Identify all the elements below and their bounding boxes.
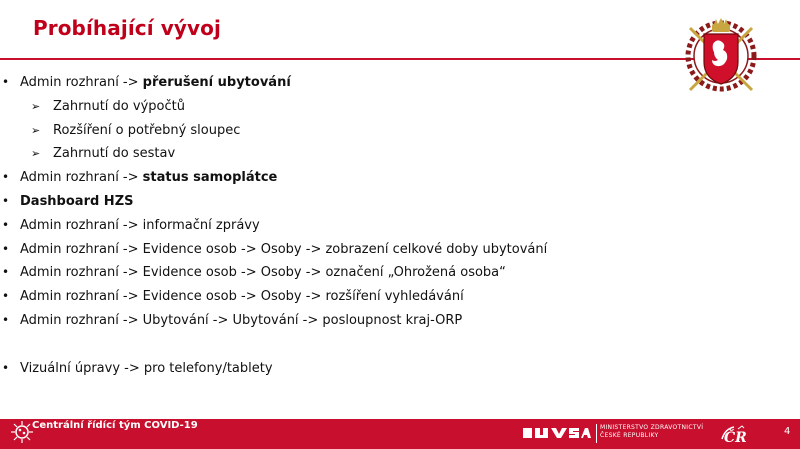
- bullet-text-plain: Admin rozhraní -> Evidence osob -> Osoby -> zobrazení celkové doby ubytování: [20, 241, 548, 257]
- bullet-text-bold: přerušení ubytování: [142, 75, 291, 90]
- bullet-text: [53, 119, 240, 143]
- dot-bullet-icon: •: [2, 193, 10, 208]
- bullet-text: [53, 142, 175, 166]
- footer-team-label: Centrální řídící tým COVID-19: [32, 420, 198, 431]
- ministry-line-2: ČESKÉ REPUBLIKY: [600, 432, 659, 439]
- bullet-text-plain: Admin rozhraní ->: [20, 75, 143, 90]
- sub-bullet-item: [0, 95, 680, 119]
- page-number: 4: [784, 426, 791, 437]
- bullet-text-plain: Rozšíření o potřebný sloupec: [53, 122, 241, 138]
- bullet-text-plain: Admin rozhraní -> Ubytování -> Ubytování -> posloupnost kraj-ORP: [20, 312, 463, 328]
- dot-bullet-icon: •: [2, 75, 10, 89]
- dot-bullet-icon: •: [2, 265, 10, 280]
- bullet-text: [20, 309, 462, 333]
- dot-bullet-icon: •: [2, 312, 10, 327]
- dot-bullet-icon: •: [2, 170, 10, 185]
- bullet-text: [20, 214, 260, 238]
- dot-bullet-icon: •: [2, 360, 10, 375]
- bullet-spacer: [0, 333, 680, 357]
- ministry-line-1: MINISTERSTVO ZDRAVOTNICTVÍ: [600, 424, 704, 431]
- bullet-text-bold: status samoplátce: [142, 170, 278, 186]
- bullet-item: [0, 190, 680, 214]
- ministry-logo-text: [600, 424, 703, 440]
- bullet-text: [20, 166, 277, 190]
- bullet-item: [0, 261, 680, 285]
- bullet-text-plain: Admin rozhraní -> Evidence osob -> Osoby -> označení „Ohrožená osoba“: [20, 265, 506, 281]
- dot-bullet-icon: •: [2, 217, 10, 232]
- sub-bullet-item: [0, 142, 680, 166]
- bullet-item: [0, 214, 680, 238]
- bullet-text: [20, 285, 464, 309]
- bullet-list: [0, 71, 680, 380]
- dot-bullet-icon: •: [2, 289, 10, 304]
- footer-logo-separator: [596, 424, 597, 443]
- virus-icon: [10, 420, 34, 444]
- arrow-bullet-icon: ➢: [31, 123, 41, 137]
- bullet-item: [0, 238, 680, 262]
- bullet-text: [20, 190, 133, 214]
- sub-bullet-item: [0, 119, 680, 143]
- bullet-text-bold: Dashboard HZS: [20, 193, 134, 209]
- bullet-text-plain: Admin rozhraní -> Evidence osob -> Osoby -> rozšíření vyhledávání: [20, 289, 464, 305]
- svg-text:ČR: ČR: [724, 430, 747, 445]
- bullet-item: [0, 166, 680, 190]
- bullet-item: [0, 357, 680, 381]
- bullet-text-plain: Zahrnutí do výpočtů: [53, 98, 185, 114]
- uvsa-logo-icon: [523, 425, 591, 441]
- page-title: Probíhající vývoj: [33, 16, 221, 40]
- bullet-text-plain: Zahrnutí do sestav: [53, 146, 176, 162]
- bullet-text: [20, 261, 506, 285]
- bullet-item: [0, 309, 680, 333]
- dot-bullet-icon: •: [2, 241, 10, 256]
- bullet-text: [20, 238, 547, 262]
- bullet-text: [20, 357, 273, 381]
- bullet-item: [0, 285, 680, 309]
- bullet-text: [20, 71, 291, 95]
- bullet-text: [53, 95, 185, 119]
- czech-lion-emblem-icon: [680, 12, 762, 102]
- bullet-item: [0, 71, 680, 95]
- bullet-text-plain: Vizuální úpravy -> pro telefony/tablety: [20, 360, 273, 376]
- bullet-text-plain: Admin rozhraní -> informační zprávy: [20, 217, 260, 233]
- arrow-bullet-icon: ➢: [31, 147, 41, 161]
- bullet-text-plain: Admin rozhraní ->: [20, 170, 143, 186]
- arrow-bullet-icon: ➢: [31, 99, 41, 113]
- footer-bar: [0, 419, 800, 449]
- czr-logo-icon: [718, 423, 752, 445]
